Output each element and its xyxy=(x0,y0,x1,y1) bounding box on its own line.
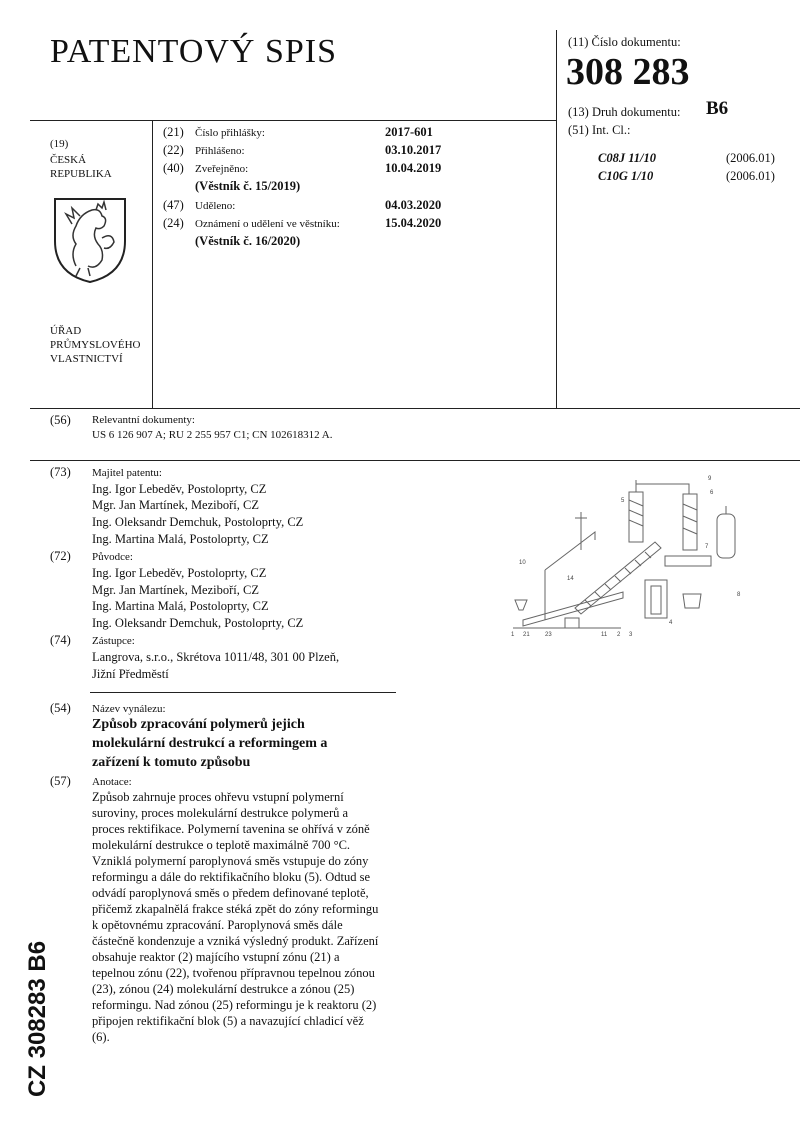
owner-name: Ing. Oleksandr Demchuk, Postoloprty, CZ xyxy=(92,515,304,529)
inventor-code: (72) xyxy=(50,549,71,563)
doc-type-label: (13) Druh dokumentu: xyxy=(568,105,681,119)
annotation-line: proces rektifikace. Polymerní tavenina se ohřívá v zóně xyxy=(92,822,370,836)
agent-label: Zástupce: xyxy=(92,635,135,647)
annotation-code: (57) xyxy=(50,774,71,788)
relevant-docs-value: US 6 126 907 A; RU 2 255 957 C1; CN 102618312 A. xyxy=(92,429,333,441)
inventor-label: Původce: xyxy=(92,551,133,563)
field-label: Zveřejněno: xyxy=(195,163,249,175)
invention-code: (54) xyxy=(50,701,71,715)
field-code: (40) xyxy=(163,161,184,175)
annotation-line: suroviny, proces molekulární destrukce polymerů a xyxy=(92,806,349,820)
horizontal-divider xyxy=(30,120,557,121)
vertical-divider xyxy=(556,30,557,408)
inventor-name: Ing. Igor Lebeděv, Postoloprty, CZ xyxy=(92,566,267,580)
horizontal-divider xyxy=(30,408,800,409)
invention-title: molekulární destrukcí a reformingem a xyxy=(92,736,328,751)
figure-label: 14 xyxy=(567,576,574,582)
doc-number: 308 283 xyxy=(566,51,690,93)
figure-label: 23 xyxy=(545,632,552,638)
annotation-line: připojen rektifikační blok (5) a navazující chladicí věž xyxy=(92,1014,364,1028)
apparatus-drawing xyxy=(505,470,795,645)
annotation-line: molekulární destrukce o teplotě maximálně 700 °C. xyxy=(92,838,351,852)
invention-title: Způsob zpracování polymerů jejich xyxy=(92,717,305,732)
horizontal-divider xyxy=(30,460,800,461)
annotation-line: Vzniklá polymerní paroplynová směs vstupuje do zóny xyxy=(92,854,369,868)
owner-name: Ing. Igor Lebeděv, Postoloprty, CZ xyxy=(92,482,267,496)
agent-code: (74) xyxy=(50,633,71,647)
vertical-divider xyxy=(152,120,153,408)
field-value: 2017-601 xyxy=(385,125,433,139)
doc-type: B6 xyxy=(706,98,729,119)
field-label: Přihlášeno: xyxy=(195,145,245,157)
field-value: 15.04.2020 xyxy=(385,216,442,230)
annotation-line: obsahuje reaktor (2) majícího vstupní zónu (21) a xyxy=(92,950,340,964)
doc-number-label: (11) Číslo dokumentu: xyxy=(568,35,681,49)
side-document-code: CZ 308283 B6 xyxy=(24,940,51,1098)
country-name: ČESKÁ xyxy=(50,154,87,166)
office-name: ÚŘAD xyxy=(50,325,82,337)
owner-label: Majitel patentu: xyxy=(92,467,162,479)
annotation-line: přičemž zkapalnělá frakce stéká zpět do zóny reformingu xyxy=(92,902,379,916)
figure-label: 4 xyxy=(669,620,673,626)
invention-title: zařízení k tomuto způsobu xyxy=(92,755,251,770)
field-label: Uděleno: xyxy=(195,200,236,212)
relevant-docs-code: (56) xyxy=(50,413,71,427)
relevant-docs-label: Relevantní dokumenty: xyxy=(92,414,195,426)
field-value: 03.10.2017 xyxy=(385,143,442,157)
figure-label: 9 xyxy=(708,476,712,482)
inventor-name: Ing. Martina Malá, Postoloprty, CZ xyxy=(92,599,269,613)
annotation-line: částečně kondenzuje a vzniká výsledný produkt. Zařízení xyxy=(92,934,379,948)
annotation-line: k opětovnému zpracování. Paroplynová směs dále xyxy=(92,918,343,932)
field-code: (24) xyxy=(163,216,184,230)
figure-label: 1 xyxy=(511,632,515,638)
coat-of-arms-emblem xyxy=(52,196,128,284)
field-label: Oznámení o udělení ve věstníku: xyxy=(195,218,340,230)
field-label: Číslo přihlášky: xyxy=(195,127,265,139)
office-name: VLASTNICTVÍ xyxy=(50,353,123,365)
office-code: (19) xyxy=(50,138,69,150)
int-cl-label: (51) Int. Cl.: xyxy=(568,123,631,137)
figure-label: 7 xyxy=(705,544,709,550)
figure-label: 5 xyxy=(621,498,625,504)
country-name: REPUBLIKA xyxy=(50,168,112,180)
annotation-label: Anotace: xyxy=(92,776,132,788)
annotation-line: reformingu. Nad zónou (25) reformingu je k reaktoru (2) xyxy=(92,998,377,1012)
figure-label: 8 xyxy=(737,592,741,598)
figure-label: 3 xyxy=(629,632,633,638)
annotation-line: Způsob zahrnuje proces ohřevu vstupní polymerní xyxy=(92,790,344,804)
office-name: PRŮMYSLOVÉHO xyxy=(50,339,141,351)
inventor-name: Ing. Oleksandr Demchuk, Postoloprty, CZ xyxy=(92,616,304,630)
classification-year: (2006.01) xyxy=(726,169,775,183)
figure-label: 10 xyxy=(519,560,526,566)
document-title: PATENTOVÝ SPIS xyxy=(50,33,338,70)
inventor-name: Mgr. Jan Martínek, Meziboří, CZ xyxy=(92,583,259,597)
annotation-line: (6). xyxy=(92,1030,110,1044)
figure-label: 6 xyxy=(710,490,714,496)
field-code: (22) xyxy=(163,143,184,157)
bulletin-note: (Věstník č. 15/2019) xyxy=(195,179,301,193)
classification-code: C08J 11/10 xyxy=(598,151,656,165)
annotation-line: tepelnou zónu (22), tvořenou přípravnou tepelnou zónou xyxy=(92,966,375,980)
invention-label: Název vynálezu: xyxy=(92,703,166,715)
annotation-line: (23), zónou (24) molekulární destrukce a zónou (25) xyxy=(92,982,355,996)
annotation-line: reformingu a dále do rektifikačního bloku (5). Odtud se xyxy=(92,870,371,884)
owner-name: Ing. Martina Malá, Postoloprty, CZ xyxy=(92,532,269,546)
classification-code: C10G 1/10 xyxy=(598,169,654,183)
bulletin-note: (Věstník č. 16/2020) xyxy=(195,234,301,248)
figure-label: 11 xyxy=(601,632,608,638)
annotation-line: odvádí paroplynová směs o předem definované teplotě, xyxy=(92,886,369,900)
classification-year: (2006.01) xyxy=(726,151,775,165)
figure-label: 21 xyxy=(523,632,530,638)
field-value: 10.04.2019 xyxy=(385,161,442,175)
agent-line: Langrova, s.r.o., Skrétova 1011/48, 301 00 Plzeň, xyxy=(92,650,340,664)
horizontal-divider xyxy=(90,692,396,693)
owner-code: (73) xyxy=(50,465,71,479)
field-code: (47) xyxy=(163,198,184,212)
agent-line: Jižní Předměstí xyxy=(92,667,169,681)
annotation-text xyxy=(92,789,412,1045)
field-value: 04.03.2020 xyxy=(385,198,442,212)
owner-name: Mgr. Jan Martínek, Meziboří, CZ xyxy=(92,498,259,512)
field-code: (21) xyxy=(163,125,184,139)
figure-label: 2 xyxy=(617,632,621,638)
